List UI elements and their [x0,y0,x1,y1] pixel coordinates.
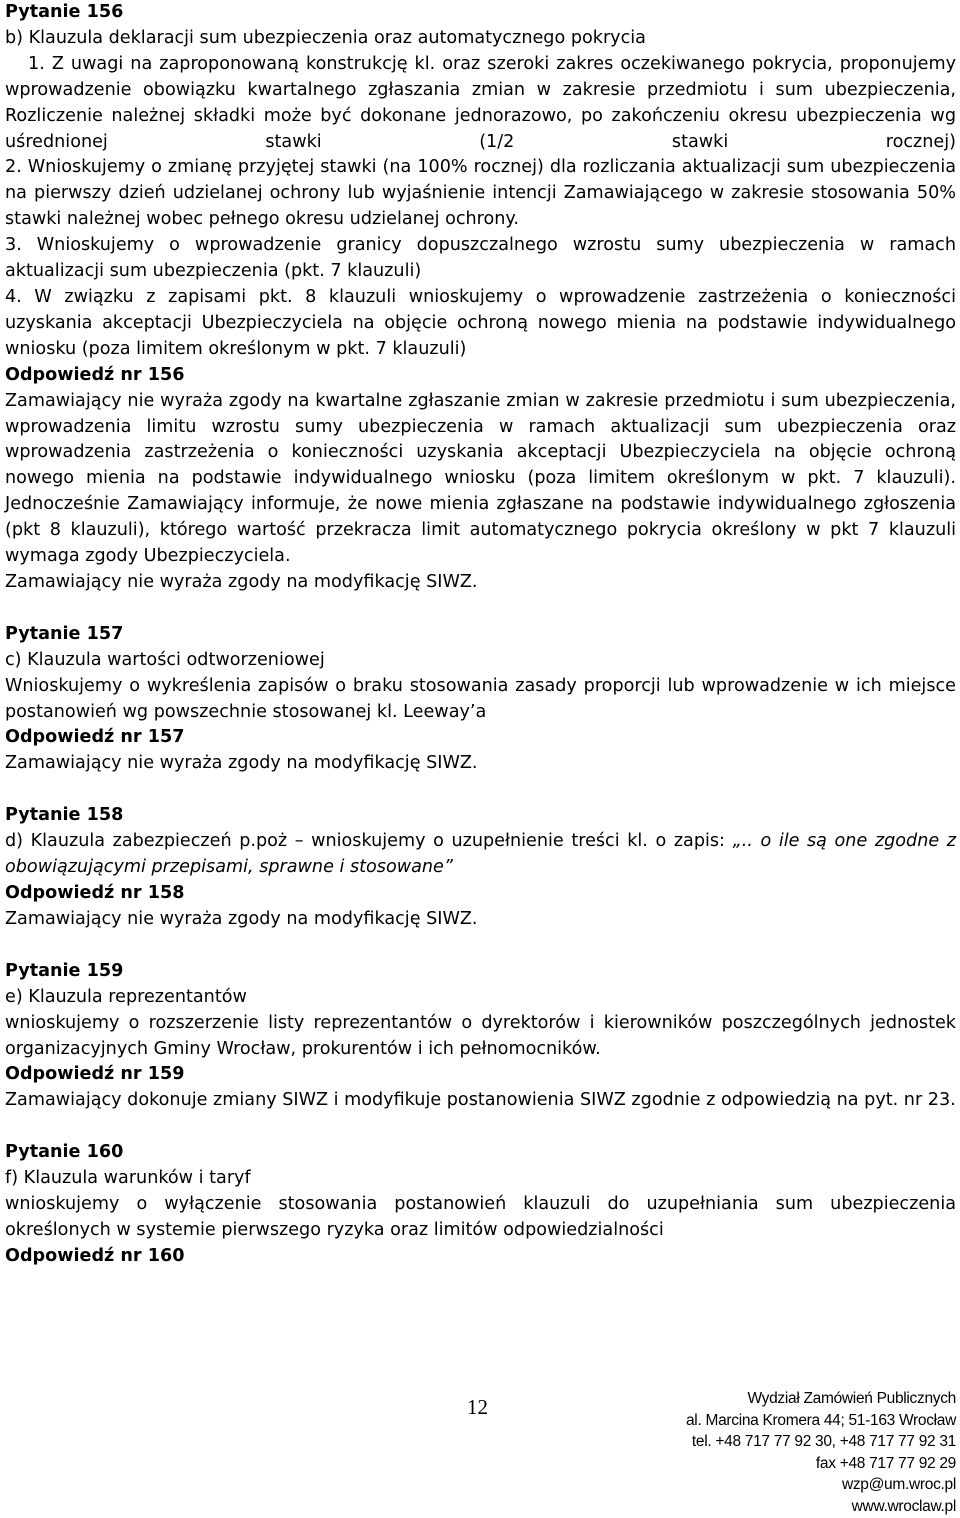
question-157-text: Wnioskujemy o wykreślenia zapisów o braku stosowania zasady proporcji lub wprowadzenie w ich miejsce postanowień wg powszechnie stosowanej kl. Leeway’a [5,675,956,722]
footer-tel: tel. +48 717 77 92 30, +48 717 77 92 31 [691,1433,956,1451]
answer-156-text-2: Zamawiający nie wyraża zgody na modyfikację SIWZ. [5,571,478,592]
footer-fax: fax +48 717 77 92 29 [815,1454,956,1472]
question-156-item-4: 4. W związku z zapisami pkt. 8 klauzuli wnioskujemy o wprowadzenie zastrzeżenia o konieczności uzyskania akceptacji Ubezpieczyciela na objęcie ochroną nowego mienia na podstawie indywidualnego wniosku (poza limitem określonym w pkt. 7 klauzuli) [5,286,956,359]
answer-158-text: Zamawiający nie wyraża zgody na modyfikację SIWZ. [5,908,478,929]
footer-contact [686,1388,956,1518]
footer-address: al. Marcina Kromera 44; 51-163 Wrocław [685,1411,956,1429]
question-157-title: Pytanie 157 [5,623,124,644]
question-156-item-2: 2. Wnioskujemy o zmianę przyjętej stawki (na 100% rocznej) dla rozliczania aktualizacji sum ubezpieczenia na pierwszy dzień udzielanej ochrony lub wyjaśnienie intencji Zamawiającego w zakresie stosowania 50% stawki należnej wobec pełnego okresu udzielanej ochrony. [5,157,956,230]
question-160-clause: f) Klauzula warunków i taryf [5,1168,251,1189]
question-160-title: Pytanie 160 [5,1142,124,1163]
question-156-item-1 [5,52,956,156]
question-158-quoted-clause: „.. o ile są one zgodne z obowiązującymi przepisami, sprawne i stosowane” [5,831,957,878]
answer-159-title: Odpowiedź nr 159 [5,1064,185,1085]
question-156-clause: b) Klauzula deklaracji sum ubezpieczenia oraz automatycznego pokrycia [5,27,646,48]
page-number: 12 [467,1395,488,1419]
answer-157-text: Zamawiający nie wyraża zgody na modyfikację SIWZ. [5,753,478,774]
question-156-item-3: 3. Wnioskujemy o wprowadzenie granicy dopuszczalnego wzrostu sumy ubezpieczenia w ramach aktualizacji sum ubezpieczenia (pkt. 7 klauzuli) [5,235,956,282]
answer-156-text: Zamawiający nie wyraża zgody na kwartalne zgłaszanie zmian w zakresie przedmiotu i sum ubezpieczenia, wprowadzenia limitu wzrostu sumy ubezpieczenia w ramach aktualizacji sum ubezpieczenia oraz wprowadzenia zastrzeżenia o konieczności uzyskania akceptacji Ubezpieczyciela na objęcie ochroną nowego mienia na podstawie indywidualnego wniosku (poza limitem określonym w pkt. 7 klauzuli). Jednocześnie Zamawiający informuje, że nowe mienia zgłaszane na podstawie indywidualnego zgłoszenia (pkt 8 klauzuli), którego wartość przekracza limit automatycznego pokrycia określony w pkt 7 klauzuli wymaga zgody Ubezpieczyciela. [5,390,956,567]
question-156-title: Pytanie 156 [5,2,124,22]
answer-158-title: Odpowiedź nr 158 [5,883,185,903]
footer-email[interactable]: wzp@um.wroc.pl [841,1476,956,1494]
footer-office: Wydział Zamówień Publicznych [747,1390,956,1407]
question-159-title: Pytanie 159 [5,960,124,981]
question-158-text-main: d) Klauzula zabezpieczeń p.poż – wnioskujemy o uzupełnienie treści kl. o zapis: [5,831,733,852]
document-page [5,0,956,1270]
question-158-title: Pytanie 158 [5,805,124,826]
answer-160-title: Odpowiedź nr 160 [5,1245,185,1266]
question-159-text: wnioskujemy o rozszerzenie listy reprezentantów o dyrektorów i kierowników poszczególnych jednostek organizacyjnych Gminy Wrocław, prokurentów i ich pełnomocników. [5,1012,956,1059]
question-158-text [5,829,956,881]
question-156-item-1-lead: 1. Z uwagi na zaproponowaną konstrukcję kl. [28,53,443,74]
footer-web[interactable]: www.wroclaw.pl [851,1497,956,1515]
question-159-clause: e) Klauzula reprezentantów [5,986,247,1007]
question-160-text: wnioskujemy o wyłączenie stosowania postanowień klauzuli do uzupełniania sum ubezpieczenia określonych w systemie pierwszego ryzyka oraz limitów odpowiedzialności [5,1194,956,1240]
answer-156-title: Odpowiedź nr 156 [5,364,185,385]
question-156-item-1-body: oraz szeroki zakres oczekiwanego pokrycia, proponujemy wprowadzenie obowiązku kwartalnego zgłaszania zmian w zakresie przedmiotu i sum ubezpieczenia, Rozliczenie należnej składki może być dokonane jednorazowo, po zakończeniu okresu ubezpieczenia wg uśrednionej stawki (1/2 stawki rocznej) [5,53,956,152]
question-157-clause: c) Klauzula wartości odtworzeniowej [5,649,325,670]
answer-159-text: Zamawiający dokonuje zmiany SIWZ i modyfikuje postanowienia SIWZ zgodnie z odpowiedzią na pyt. nr 23. [5,1090,956,1111]
answer-157-title: Odpowiedź nr 157 [5,727,185,748]
